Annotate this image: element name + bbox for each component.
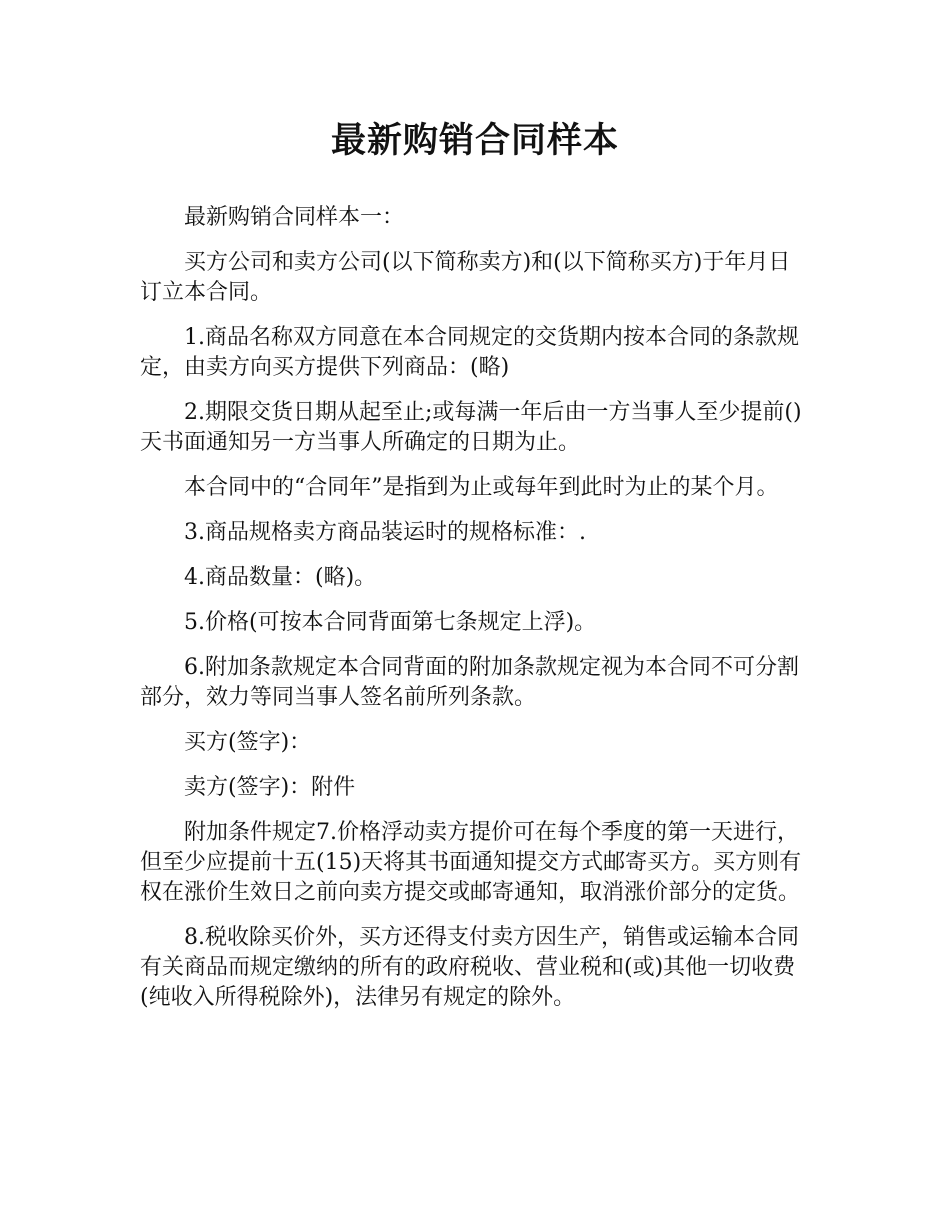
clause-4-quantity: 4.商品数量：(略)。 xyxy=(184,565,377,590)
document-title: 最新购销合同样本 xyxy=(330,121,619,161)
paragraph-heading: 最新购销合同样本一： xyxy=(184,205,405,230)
clause-2-term: 2.期限交货日期从起至止;或每满一年后由一方当事人至少提前()天书面通知另一方当事人所确定的日期为止。 xyxy=(140,400,802,455)
paragraph-contract-year: 本合同中的“合同年”是指到为止或每年到此时为止的某个月。 xyxy=(184,475,779,500)
clause-6-additional: 6.附加条款规定本合同背面的附加条款规定视为本合同不可分割部分，效力等同当事人签名前所列条款。 xyxy=(140,655,799,710)
document-body xyxy=(140,203,810,1028)
clause-7-price-adjustment: 附加条件规定7.价格浮动卖方提价可在每个季度的第一天进行，但至少应提前十五(15)天将其书面通知提交方式邮寄买方。买方则有权在涨价生效日之前向卖方提交或邮寄通知，取消涨价部分的定货。 xyxy=(140,820,802,905)
clause-1-goods: 1.商品名称双方同意在本合同规定的交货期内按本合同的条款规定，由卖方向买方提供下列商品：(略) xyxy=(140,325,799,380)
clause-8-taxes: 8.税收除买价外，买方还得支付卖方因生产，销售或运输本合同有关商品而规定缴纳的所有的政府税收、营业税和(或)其他一切收费(纯收入所得税除外)，法律另有规定的除外。 xyxy=(140,925,799,1010)
clause-3-spec: 3.商品规格卖方商品装运时的规格标准：. xyxy=(184,520,586,545)
buyer-signature-line: 买方(签字)： xyxy=(184,730,312,755)
seller-signature-line: 卖方(签字)：附件 xyxy=(184,775,356,800)
clause-5-price: 5.价格(可按本合同背面第七条规定上浮)。 xyxy=(184,610,597,635)
paragraph-parties: 买方公司和卖方公司(以下简称卖方)和(以下简称买方)于年月日订立本合同。 xyxy=(140,250,791,305)
